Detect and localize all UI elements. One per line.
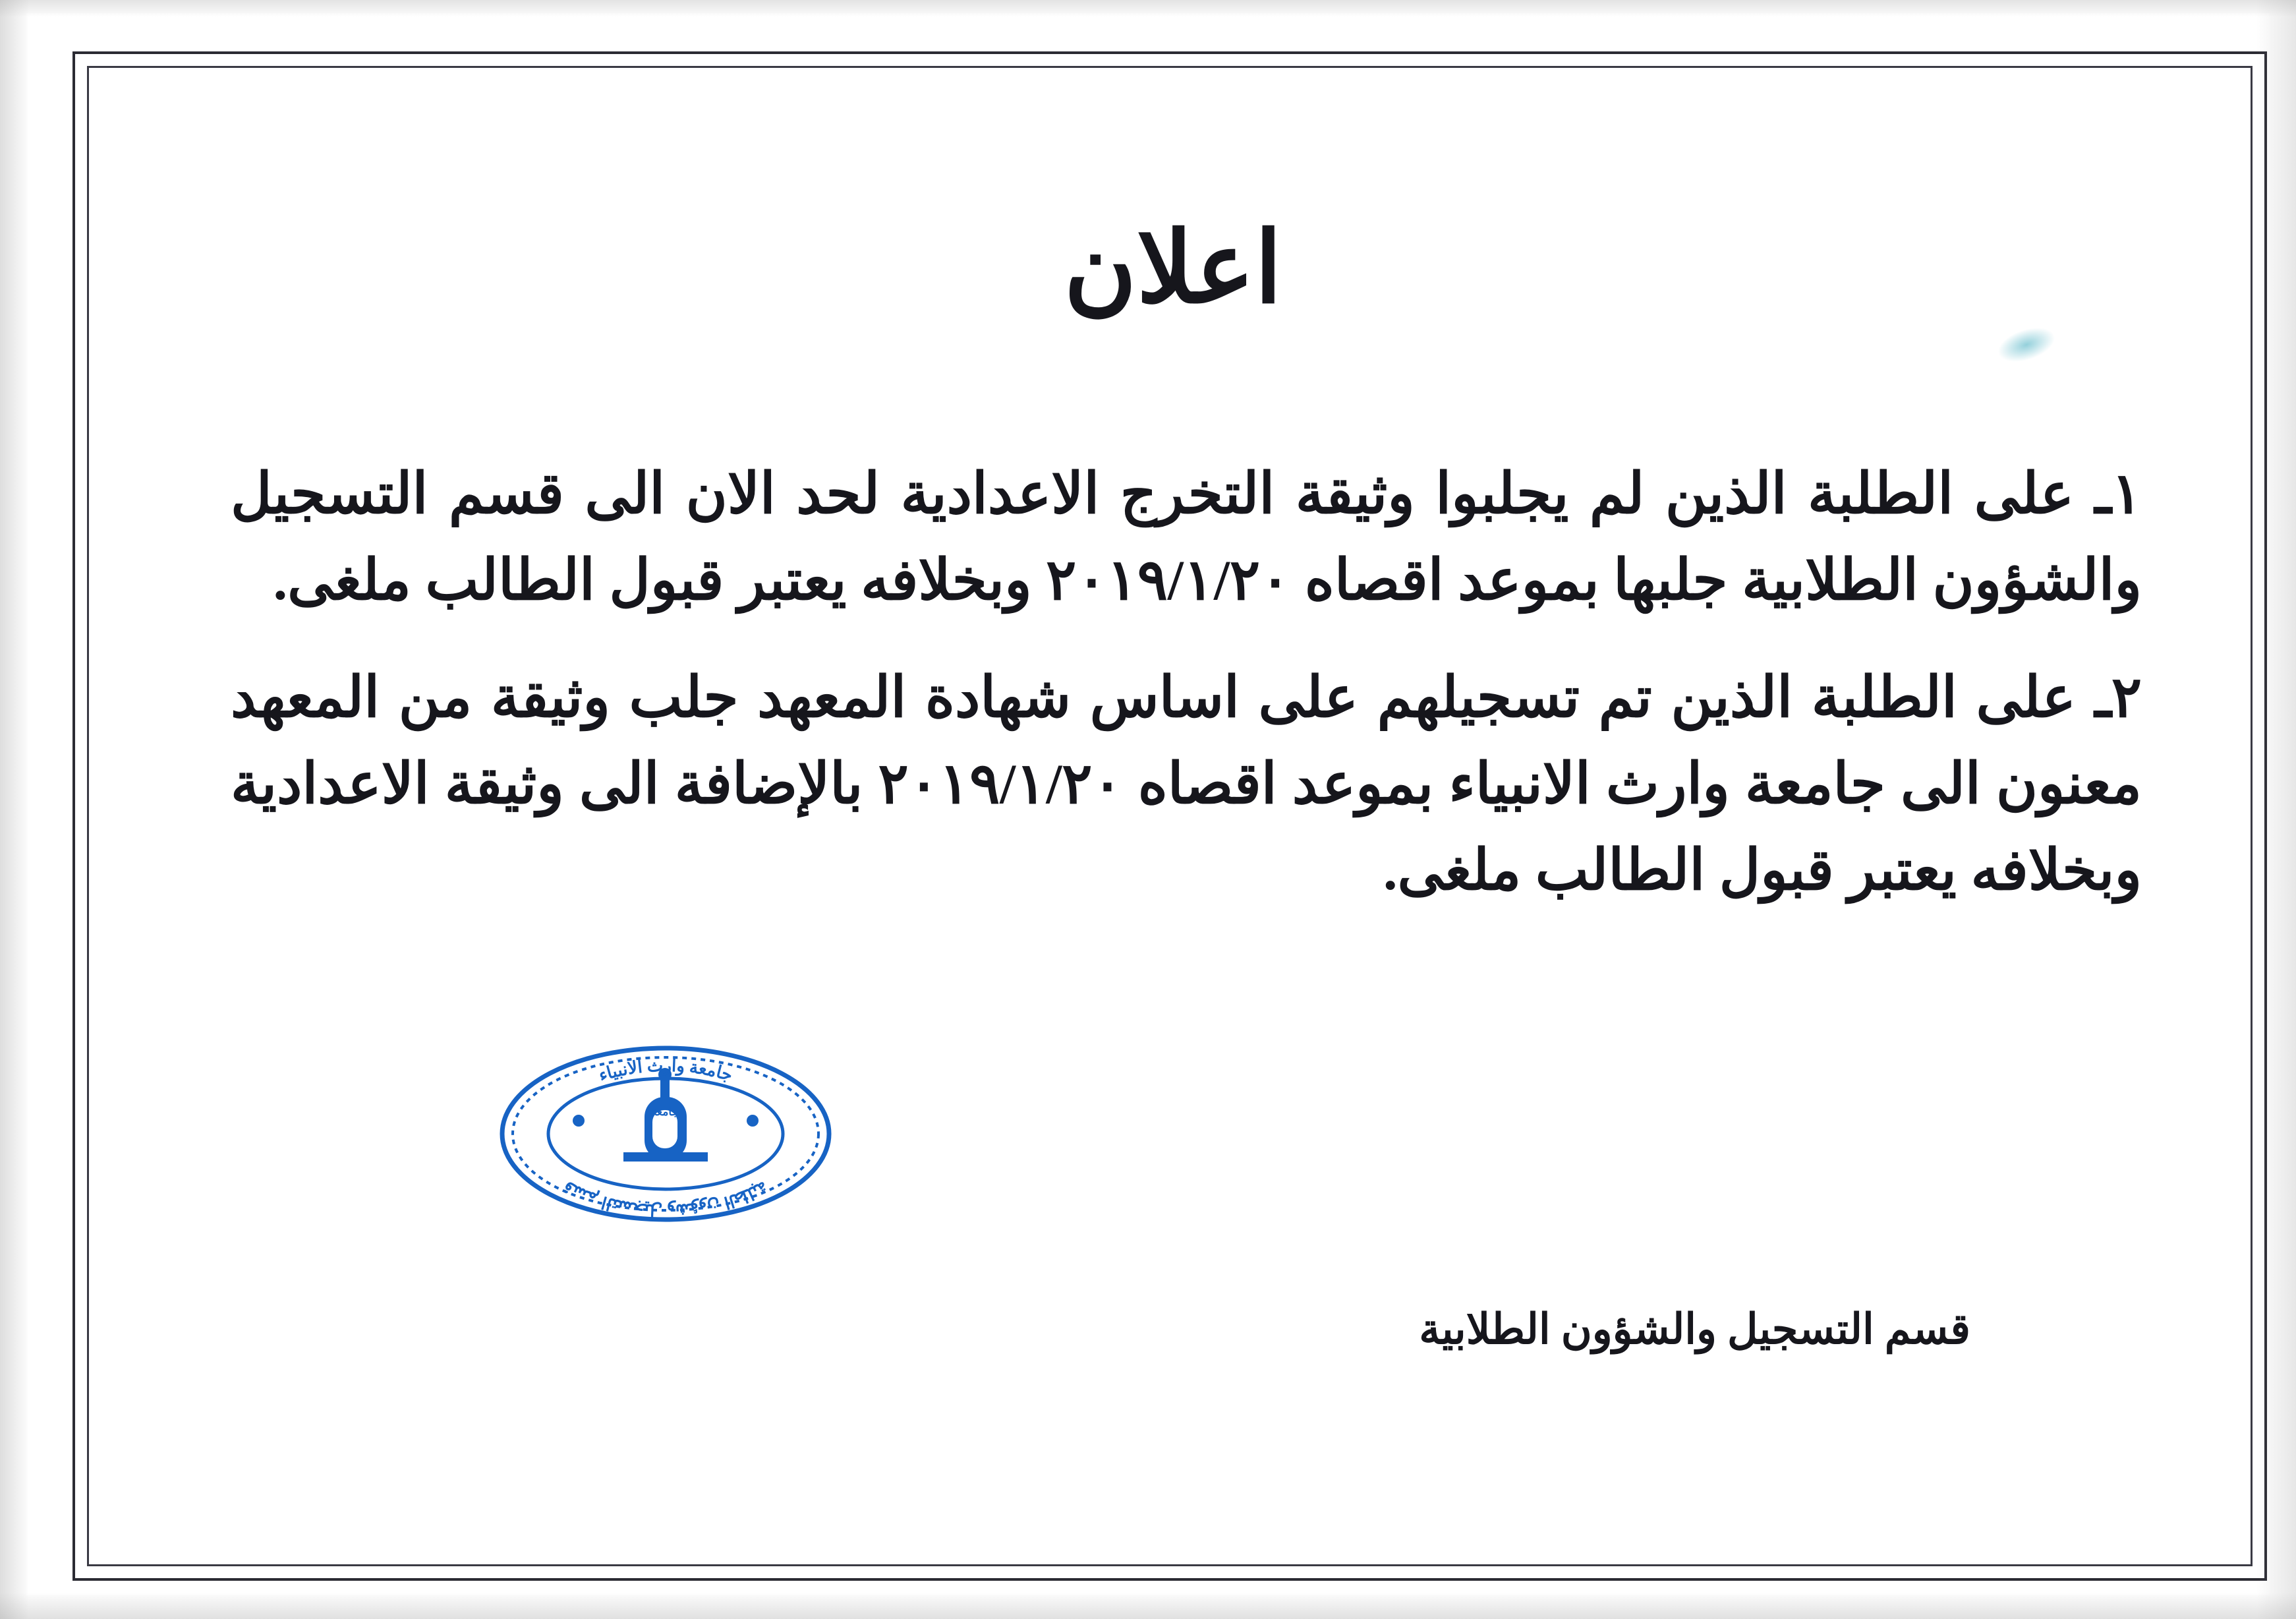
page-title: اعلان <box>1064 214 1282 324</box>
list-item-number: ١ـ <box>2094 462 2142 525</box>
svg-text:جامعة: جامعة <box>650 1105 679 1118</box>
document-content <box>125 99 2221 1536</box>
announcement-items <box>125 451 2221 914</box>
scan-edge-shadow-bottom <box>0 1593 2296 1619</box>
list-item <box>231 655 2142 913</box>
official-stamp <box>494 1042 837 1226</box>
scan-edge-shadow-right <box>2256 0 2296 1619</box>
department-signature: قسم التسجيل والشؤون الطلابية <box>1419 1306 1970 1353</box>
list-item-text: على الطلبة الذين تم تسجيلهم على اساس شهادة المعهد جلب وثيقة من المعهد معنون الى جامعة وارث الانبياء بموعد اقصاه ٢٠١٩/١/٢٠ بالإضافة الى وثيقة الاعدادية وبخلافه يعتبر قبول الطالب ملغى. <box>231 666 2142 902</box>
paper-sheet <box>26 13 2270 1595</box>
scan-edge-shadow-top <box>0 0 2296 17</box>
scan-edge-shadow-left <box>0 0 29 1619</box>
list-item-number: ٢ـ <box>2094 666 2142 730</box>
list-item-text: على الطلبة الذين لم يجلبوا وثيقة التخرج الاعدادية لحد الان الى قسم التسجيل والشؤون الطلابية جلبها بموعد اقصاه ٢٠١٩/١/٢٠ وبخلافه يعتبر قبول الطالب ملغى. <box>231 462 2142 612</box>
svg-text:قسم التسجيل وشؤون الطلبة: قسم التسجيل وشؤون الطلبة <box>560 1177 772 1221</box>
list-item <box>231 451 2142 623</box>
svg-text:جامعة وارث الانبياء: جامعة وارث الانبياء <box>596 1055 735 1086</box>
